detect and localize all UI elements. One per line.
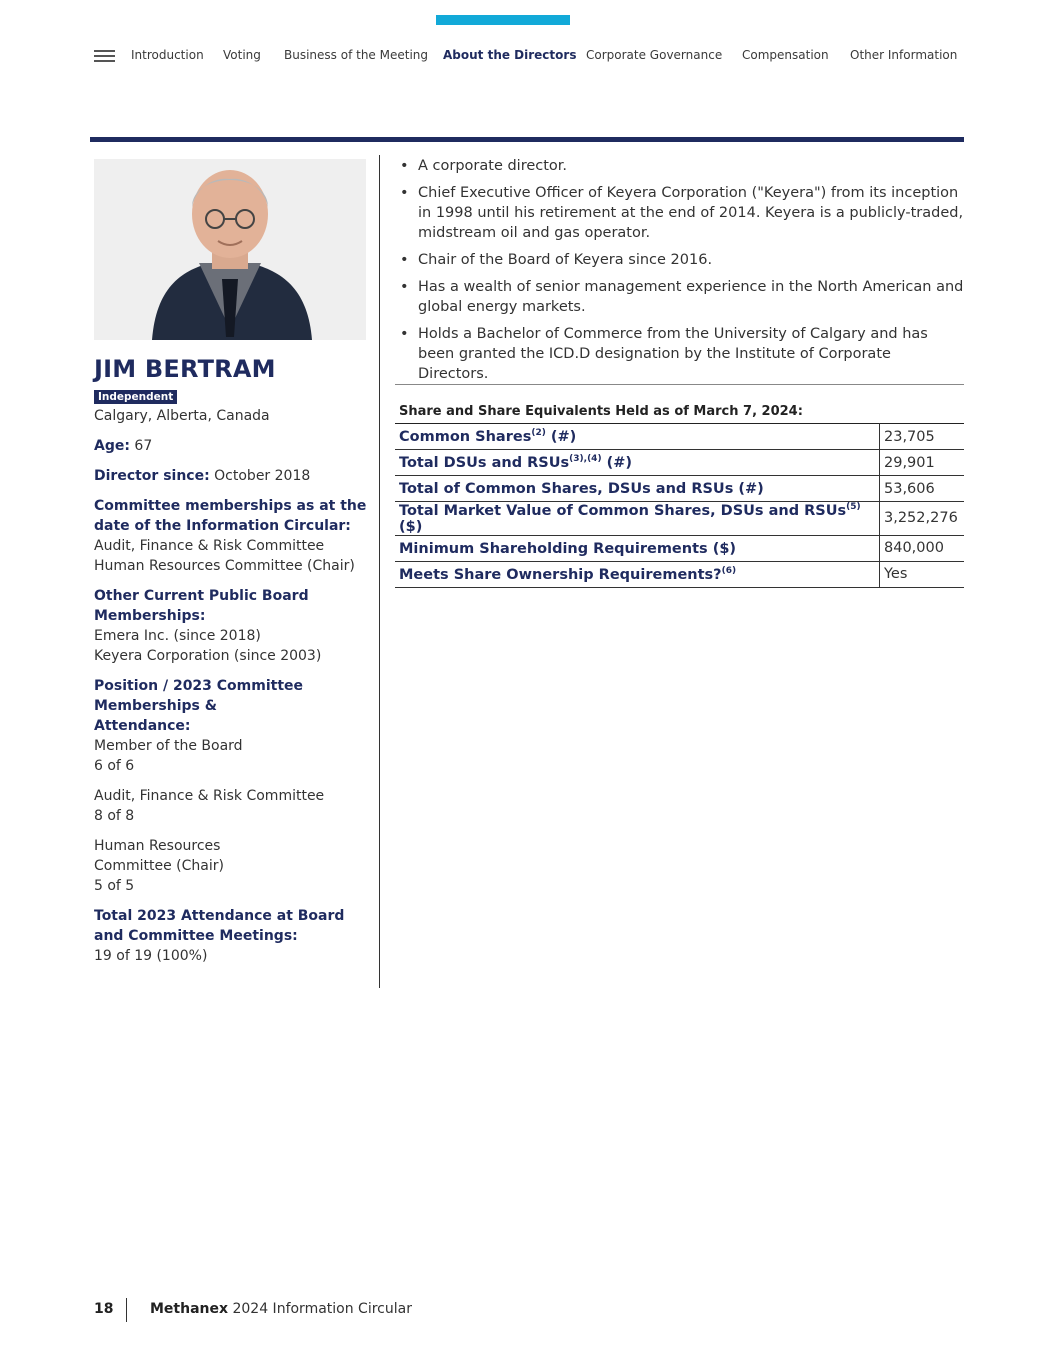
bio-item: • Chief Executive Officer of Keyera Corporation ("Keyera") from its inception in 1998 until his retirement at the end of 2014. Keyera is a publicly-traded, midstream oil and gas operator.	[398, 183, 964, 243]
table-row	[395, 476, 964, 502]
board-item: Emera Inc. (since 2018)	[94, 628, 261, 644]
director-photo	[94, 159, 366, 340]
attendance-item-name: Member of the Board	[94, 738, 243, 754]
attendance-item-value: 6 of 6	[94, 758, 135, 774]
row-label: Common Shares$^{(2)}$ (#)	[395, 424, 880, 450]
committee-item: Human Resources Committee (Chair)	[94, 558, 355, 574]
director-bio	[398, 156, 964, 391]
attendance-section	[94, 836, 374, 896]
top-navigation	[94, 46, 964, 66]
bio-item: • A corporate director.	[398, 156, 964, 176]
table-row	[395, 561, 964, 587]
bio-item: • Chair of the Board of Keyera since 2016.	[398, 250, 964, 270]
shares-table	[395, 423, 964, 588]
other-board-memberships	[94, 586, 374, 666]
section-divider	[90, 137, 964, 142]
column-divider	[379, 155, 380, 988]
director-age: Age: 67	[94, 438, 153, 454]
other-board-memberships-label: Other Current Public Board Memberships:	[94, 588, 309, 624]
bio-separator	[395, 384, 964, 385]
total-attendance-value: 19 of 19 (100%)	[94, 948, 208, 964]
row-value: 29,901	[880, 450, 965, 476]
active-section-indicator	[436, 15, 570, 25]
document-title: Methanex 2024 Information Circular	[150, 1301, 412, 1317]
nav-introduction[interactable]: Introduction	[131, 48, 204, 62]
attendance-section	[94, 676, 374, 776]
attendance-item-value: 5 of 5	[94, 878, 135, 894]
director-name: JIM BERTRAM	[94, 355, 276, 383]
hamburger-menu-icon[interactable]	[94, 50, 115, 62]
row-label: Total DSUs and RSUs$^{(3),(4)}$ (#)	[395, 450, 880, 476]
attendance-item-name: Audit, Finance & Risk Committee	[94, 788, 325, 804]
total-attendance-label: Total 2023 Attendance at Board and Committee Meetings:	[94, 908, 345, 944]
nav-business-of-the-meeting[interactable]: Business of the Meeting	[284, 48, 428, 62]
attendance-section	[94, 786, 374, 826]
attendance-label: Position / 2023 Committee Memberships & Attendance:	[94, 678, 304, 734]
row-label: Meets Share Ownership Requirements?$^{(6)}$	[395, 561, 880, 587]
page-number: 18	[94, 1301, 114, 1317]
attendance-item-name: Human Resources Committee (Chair)	[94, 838, 224, 874]
row-label: Total Market Value of Common Shares, DSUs and RSUs$^{(5)}$ ($)	[395, 502, 880, 536]
committee-memberships-label: Committee memberships as at the date of the Information Circular:	[94, 498, 367, 534]
nav-about-the-directors[interactable]: About the Directors	[443, 48, 577, 62]
nav-compensation[interactable]: Compensation	[742, 48, 829, 62]
footer-divider	[126, 1298, 127, 1322]
row-value: 840,000	[880, 535, 965, 561]
attendance-item-value: 8 of 8	[94, 808, 135, 824]
table-row	[395, 535, 964, 561]
independent-badge: Independent	[94, 390, 177, 404]
nav-voting[interactable]: Voting	[223, 48, 261, 62]
row-value: 3,252,276	[880, 502, 965, 536]
nav-other-information[interactable]: Other Information	[850, 48, 958, 62]
committee-memberships	[94, 496, 374, 576]
bio-item: • Holds a Bachelor of Commerce from the University of Calgary and has been granted the ICD.D designation by the Institute of Corporate Directors.	[398, 324, 964, 384]
row-value: Yes	[880, 561, 965, 587]
nav-corporate-governance[interactable]: Corporate Governance	[586, 48, 723, 62]
bio-item: • Has a wealth of senior management experience in the North American and global energy markets.	[398, 277, 964, 317]
row-label: Minimum Shareholding Requirements ($)	[395, 535, 880, 561]
row-value: 53,606	[880, 476, 965, 502]
director-profile	[94, 159, 374, 966]
table-row	[395, 450, 964, 476]
board-item: Keyera Corporation (since 2003)	[94, 648, 322, 664]
table-row	[395, 424, 964, 450]
table-row	[395, 502, 964, 536]
row-label: Total of Common Shares, DSUs and RSUs (#)	[395, 476, 880, 502]
shares-table-caption: Share and Share Equivalents Held as of March 7, 2024:	[399, 404, 803, 419]
director-location: Calgary, Alberta, Canada	[94, 408, 270, 424]
row-value: 23,705	[880, 424, 965, 450]
director-since: Director since: October 2018	[94, 468, 311, 484]
total-attendance	[94, 906, 374, 966]
bio-list	[398, 156, 964, 384]
committee-item: Audit, Finance & Risk Committee	[94, 538, 325, 554]
